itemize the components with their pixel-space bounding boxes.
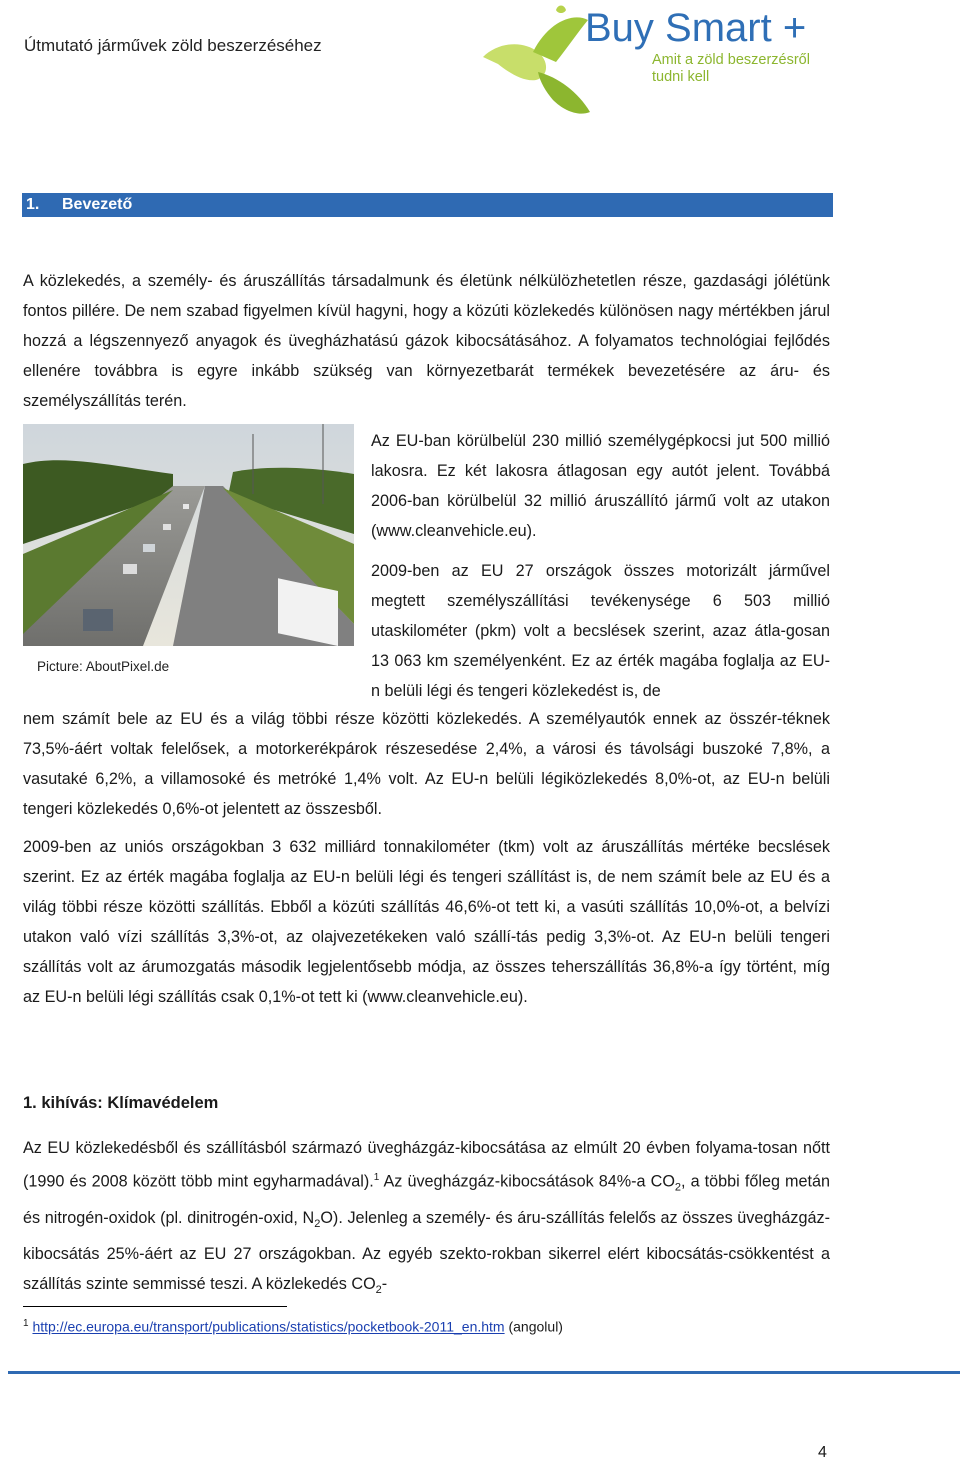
freight-paragraph: 2009-ben az uniós országokban 3 632 milliárd tonnakilométer (tkm) volt az áruszállítás mértéke becslések szerint. Ez az érték magába foglalja az EU-n belüli légi és tengeri szállítást is, de nem számít bele az EU és a világ többi része közötti szállítás. Ebből a közúti szállítás 46,6%-ot tett ki, a vasúti szállítás 10,0%-ot, a belvízi utakon való vízi szállítás 3,3%-ot, az olajvezetékeken való szállí-tás pedig 3,3%-ot. Az EU-n belüli tengeri szállítás volt az árumozgatás második legjelentősebb módja, az összes teherszállítás 36,8%-a így történt, míg az EU-n belüli légi szállítás csak 0,1%-ot tett ki (www.cleanvehicle.eu). (23, 838, 830, 1006)
n2o-subscript: 2 (314, 1217, 321, 1230)
climate-text-3: , a többi főleg metán és nitrogén-oxidok (pl. dinitrogén-oxid, N (23, 1172, 831, 1227)
intro-paragraph: A közlekedés, a személy- és áruszállítás társadalmunk és életünk nélkülözhetetlen része, gazdasági jólétünk fontos pillére. De nem szabad figyelmen kívül hagyni, hogy a közúti közlekedés különösen nagy mértékben járul hozzá a légszennyező anyagok és üvegházhatású gázok kibocsátásához. A folyamatos technológiai fejlődés ellenére továbbra is egyre inkább szükség van környezetbarát termékek bevezetésére az áru- és személyszállítás terén. (23, 272, 830, 410)
buy-smart-logo (478, 2, 858, 122)
logo-subtitle (652, 52, 810, 86)
passenger-transport-paragraph: 2009-ben az EU 27 országok összes motorizált járművel megtett személyszállítási tevékenysége 6 503 millió utaskilométer (pkm) volt a becslések szerint, azaz átla-gosan 13 063 km személyenként. Ez az érték magába foglalja az EU-n belüli légi és tengeri közlekedést is, de (371, 562, 830, 700)
climate-text-2: Az üvegházgáz-kibocsátások 84%-a CO (379, 1172, 675, 1191)
section-title: Bevezető (62, 196, 133, 213)
page-number: 4 (818, 1444, 827, 1461)
footnote-number: 1 (23, 1318, 29, 1329)
eu-vehicles-paragraph: Az EU-ban körülbelül 230 millió személygépkocsi jut 500 millió lakosra. Ez két lakosra átlagosan egy autót jelent. Továbbá 2006-ban körülbelül 32 millió áruszállító jármű volt az utakon (www.cleanvehicle.eu). (371, 432, 830, 540)
logo-subtitle-line-1: Amit a zöld beszerzésről (652, 52, 810, 68)
logo-subtitle-line-2: tudni kell (652, 69, 710, 85)
co2-subscript-2: 2 (375, 1284, 382, 1297)
footnote (23, 1318, 563, 1335)
logo-title: Buy Smart + (585, 6, 807, 50)
climate-paragraph (23, 1133, 830, 1305)
section-number: 1. (26, 196, 40, 213)
climate-text-1: Az EU közlekedésből és szállításból származó üvegházgáz-kibocsátása az elmúlt 20 évben folyama-tosan nőtt (1990 és 2008 között több mint egyharmadával). (23, 1139, 830, 1191)
document-header-title: Útmutató járművek zöld beszerzéséhez (24, 36, 322, 55)
passenger-transport-continuation: nem számít bele az EU és a világ többi része közötti közlekedés. A személyautók ennek az összér-téknek 73,5%-áért voltak felelősek, a motorkerékpárok részesedése 2,4%, a városi és távolsági buszoké 7,8%, a vasutaké 6,2%, a villamosoké és metróké 1,4% volt. Az EU-n belüli légiközlekedés 8,0%-ot, az EU-n belüli tengeri közlekedés 0,6%-ot jelentett az összesből. (23, 710, 830, 818)
climate-text-4: O). Jelenleg a személy- és áru-szállítás felelős az összes üvegházgáz-kibocsátás 25%-áért az EU 27 országokban. Az egyéb szekto-rokban sikerrel elért kibocsátás-csökkentést a szállítás szinte semmissé teszi. A közlekedés CO (23, 1208, 830, 1293)
photo-caption: Picture: AboutPixel.de (37, 659, 170, 674)
footnote-link[interactable]: http://ec.europa.eu/transport/publications/statistics/pocketbook-2011_en.htm (32, 1318, 505, 1335)
section-heading-bar (22, 193, 833, 217)
co2-subscript: 2 (674, 1181, 682, 1194)
highway-photo (23, 424, 354, 646)
footer-rule (8, 1371, 960, 1374)
footnote-divider (23, 1306, 287, 1307)
climate-text-5: - (381, 1274, 388, 1293)
footnote-reference: 1 (373, 1172, 380, 1183)
challenge-heading: 1. kihívás: Klímavédelem (23, 1094, 219, 1112)
logo-leaf-icon (478, 2, 598, 120)
footnote-suffix: (angolul) (508, 1318, 563, 1335)
